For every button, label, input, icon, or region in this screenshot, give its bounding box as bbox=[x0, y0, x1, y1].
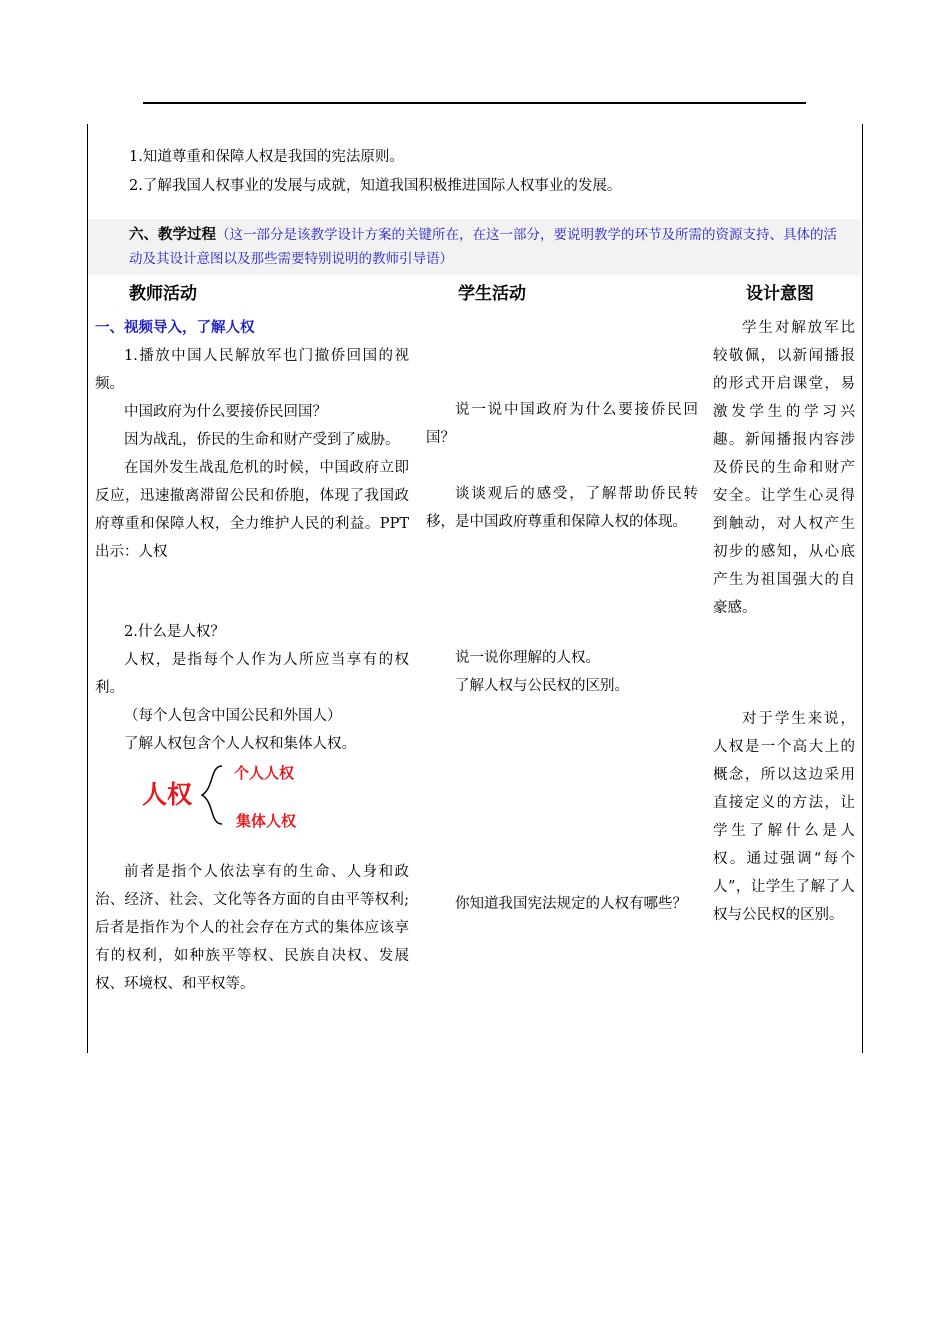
section-title: 六、教学过程 bbox=[129, 226, 216, 243]
teacher-question: 中国政府为什么要接侨民回国？ bbox=[124, 404, 327, 420]
teacher-column-top bbox=[95, 314, 409, 566]
teacher-detail: 前者是指个人依法享有的生命、人身和政治、经济、社会、文化等各方面的自由平等权利;后者是指作为个人的社会存在方式的集体应该享有的权利，如种族平等权、民族自决权、发展权、环境权、和平权等。 bbox=[95, 864, 409, 992]
teacher-heading: 一、视频导入，了解人权 bbox=[95, 319, 255, 336]
brace-icon bbox=[202, 766, 222, 824]
teacher-what-is: 2.什么是人权？ bbox=[124, 624, 225, 640]
objective-2: 2.了解我国人权事业的发展与成就，知道我国积极推进国际人权事业的发展。 bbox=[129, 178, 622, 194]
diagram-branch-collective: 集体人权 bbox=[236, 812, 297, 830]
header-student: 学生活动 bbox=[458, 284, 526, 304]
teacher-types: 了解人权包含个人人权和集体人权。 bbox=[124, 736, 356, 752]
student-item-5: 你知道我国宪法规定的人权有哪些？ bbox=[455, 896, 687, 912]
human-rights-diagram bbox=[140, 758, 320, 833]
header-intent: 设计意图 bbox=[746, 284, 814, 304]
teacher-definition: 人权，是指每个人作为人所应当享有的权利。 bbox=[95, 652, 409, 696]
section-header bbox=[88, 219, 860, 275]
student-item-3: 说一说你理解的人权。 了解人权与公民权的区别。 bbox=[455, 650, 629, 694]
student-item-2: 谈谈观后的感受，了解帮助侨民转移，是中国政府尊重和保障人权的体现。 bbox=[426, 486, 698, 530]
intent-2: 对于学生来说，人权是一个高大上的概念，所以这边采用直接定义的方法，让学生了解什么是人权。通过强调“每个人”，让学生了解了人权与公民权的区别。 bbox=[713, 711, 855, 923]
teacher-explanation: 在国外发生战乱危机的时候，中国政府立即反应，迅速撤离滞留公民和侨胞，体现了我国政府尊重和保障人权，全力维护人民的利益。PPT出示：人权 bbox=[95, 460, 409, 560]
diagram-branch-individual: 个人人权 bbox=[234, 764, 295, 782]
header-teacher: 教师活动 bbox=[129, 284, 197, 304]
student-item-1: 说一说中国政府为什么要接侨民回国？ bbox=[426, 402, 698, 446]
intent-1: 学生对解放军比较敬佩，以新闻播报的形式开启课堂，易激发学生的学习兴趣。新闻播报内容涉及侨民的生命和财产安全。让学生心灵得到触动，对人权产生初步的感知，从心底产生为祖国强大的自豪感。 bbox=[713, 320, 855, 616]
objective-1: 1.知道尊重和保障人权是我国的宪法原则。 bbox=[129, 149, 404, 165]
teacher-video: 1.播放中国人民解放军也门撤侨回国的视频。 bbox=[95, 348, 409, 392]
teacher-note: （每个人包含中国公民和外国人） bbox=[124, 708, 342, 724]
teacher-column-bottom bbox=[95, 858, 409, 998]
section-note: （这一部分是该教学设计方案的关键所在，在这一部分，要说明教学的环节及所需的资源支持、具体的活动及其设计意图以及那些需要特别说明的教师引导语） bbox=[129, 227, 837, 267]
teacher-column-mid bbox=[95, 618, 409, 758]
diagram-main-label: 人权 bbox=[142, 780, 193, 809]
teacher-answer: 因为战乱，侨民的生命和财产受到了威胁。 bbox=[124, 432, 400, 448]
header-rule bbox=[143, 102, 806, 104]
